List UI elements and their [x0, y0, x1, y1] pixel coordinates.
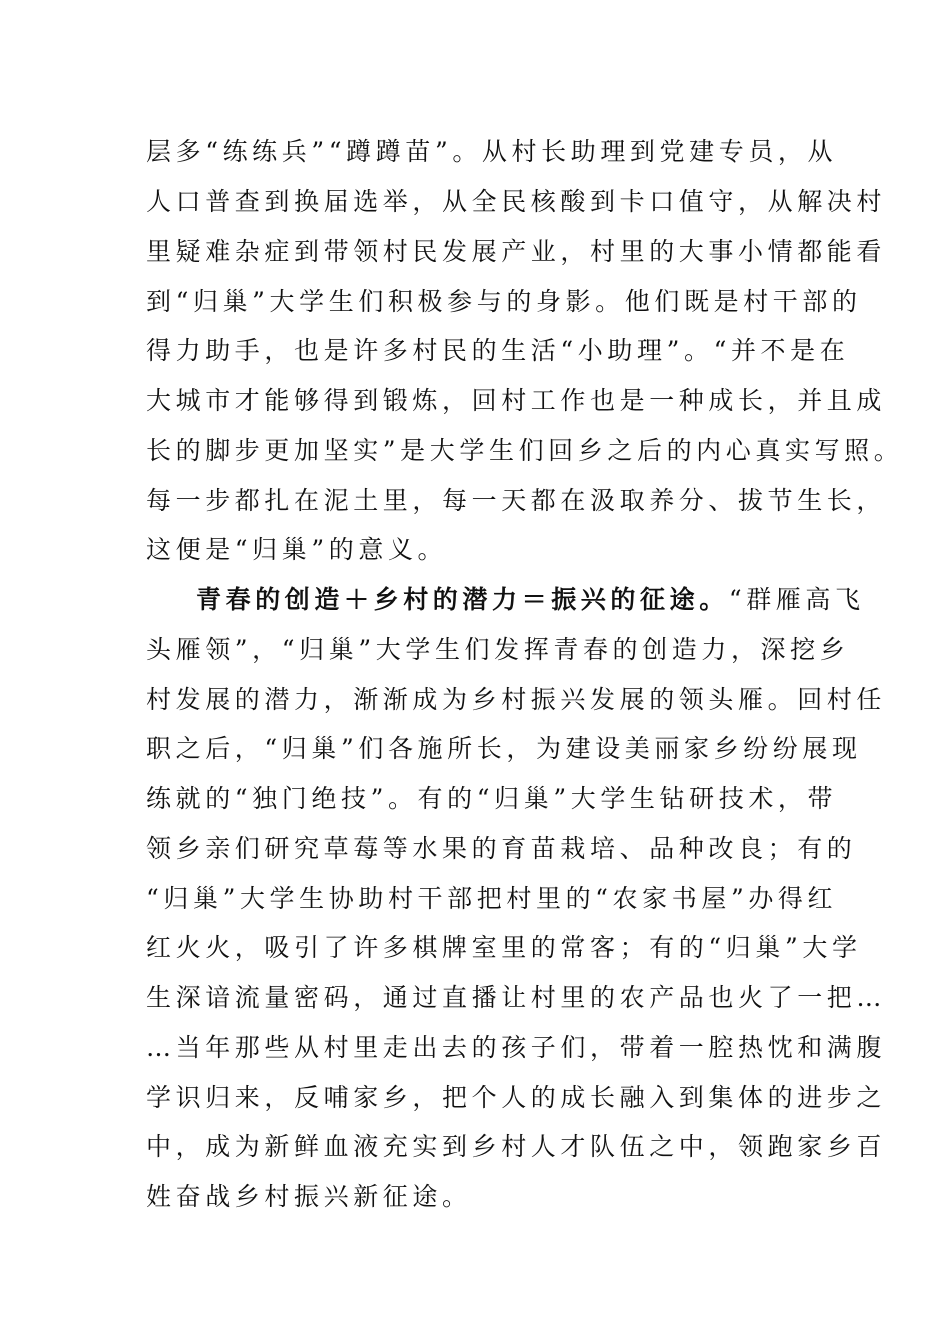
paragraph-2-heading: 青春的创造＋乡村的潜力＝振兴的征途。: [196, 585, 729, 614]
paragraph-2-line-10: …当年那些从村里走出去的孩子们，带着一腔热忱和满腹: [146, 1033, 887, 1062]
paragraph-2-line-6: 领乡亲们研究草莓等水果的育苗栽培、品种改良；有的: [146, 834, 857, 863]
paragraph-2-line-8: 红火火，吸引了许多棋牌室里的常客；有的“归巢”大学: [146, 933, 862, 962]
paragraph-2-line-1: [196, 585, 865, 615]
paragraph-2-line-12: 中，成为新鲜血液充实到乡村人才队伍之中，领跑家乡百: [146, 1132, 887, 1161]
paragraph-2-line-4: 职之后，“归巢”们各施所长，为建设美丽家乡纷纷展现: [146, 734, 862, 763]
paragraph-2-line-2: 头雁领”，“归巢”大学生们发挥青春的创造力，深挖乡: [146, 635, 850, 664]
paragraph-1-line-5: 得力助手，也是许多村民的生活“小助理”。“并不是在: [146, 336, 850, 365]
paragraph-1-line-7: 长的脚步更加坚实”是大学生们回乡之后的内心真实写照。: [146, 436, 904, 465]
paragraph-2-line-9: 生深谙流量密码，通过直播让村里的农产品也火了一把…: [146, 983, 887, 1012]
paragraph-2-line-11: 学识归来，反哺家乡，把个人的成长融入到集体的进步之: [146, 1083, 887, 1112]
paragraph-1-line-3: 里疑难杂症到带领村民发展产业，村里的大事小情都能看: [146, 237, 887, 266]
paragraph-2-line-7: “归巢”大学生协助村干部把村里的“农家书屋”办得红: [146, 884, 838, 913]
paragraph-2-line-13: 姓奋战乡村振兴新征途。: [146, 1182, 472, 1211]
paragraph-1-line-6: 大城市才能够得到锻炼，回村工作也是一种成长，并且成: [146, 386, 887, 415]
paragraph-1-line-4: 到“归巢”大学生们积极参与的身影。他们既是村干部的: [146, 287, 862, 316]
paragraph-2-line-5: 练就的“独门绝技”。有的“归巢”大学生钻研技术，带: [146, 784, 838, 813]
paragraph-2-line-1-rest: “群雁高飞: [728, 585, 865, 614]
paragraph-1-line-8: 每一步都扎在泥土里，每一天都在汲取养分、拔节生长，: [146, 486, 887, 515]
paragraph-1-line-1: 层多“练练兵”“蹲蹲苗”。从村长助理到党建专员，从: [146, 137, 838, 166]
paragraph-1-line-9: 这便是“归巢”的意义。: [146, 535, 448, 564]
paragraph-1-line-2: 人口普查到换届选举，从全民核酸到卡口值守，从解决村: [146, 187, 887, 216]
paragraph-2-line-3: 村发展的潜力，渐渐成为乡村振兴发展的领头雁。回村任: [146, 685, 887, 714]
